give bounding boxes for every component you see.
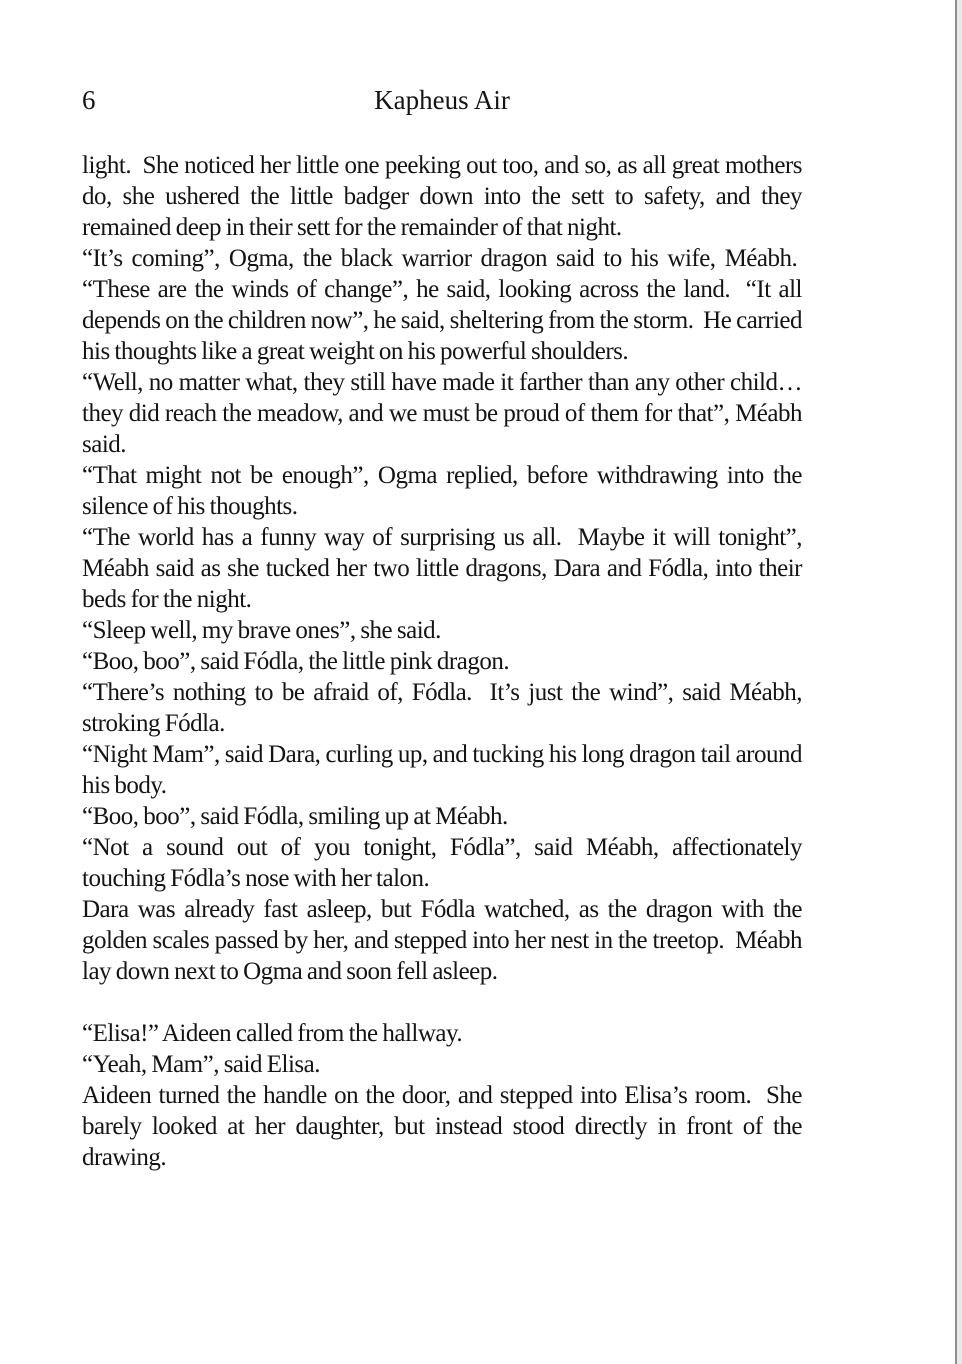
page-title: Kapheus Air — [374, 85, 510, 115]
paragraph: “Not a sound out of you tonight, Fódla”, said Méabh, affectionately touching Fódla’s nose with her talon. — [82, 834, 802, 892]
paragraph: “Well, no matter what, they still have made it farther than any other child… they did reach the meadow, and we must be proud of them for that”, Méabh said. — [82, 369, 802, 458]
text-column — [82, 85, 802, 1173]
page-header — [82, 85, 802, 116]
story-section-2 — [82, 1018, 802, 1173]
paragraph: Dara was already fast asleep, but Fódla watched, as the dragon with the golden scales passed by her, and stepped into her nest in the treetop. Méabh lay down next to Ogma and soon fell asleep. — [82, 896, 802, 985]
paragraph: “There’s nothing to be afraid of, Fódla. It’s just the wind”, said Méabh, stroking Fódla. — [82, 679, 802, 737]
paragraph: “The world has a funny way of surprising us all. Maybe it will tonight”, Méabh said as she tucked her two little dragons, Dara and Fódla, into their beds for the night. — [82, 524, 802, 613]
story-text — [82, 150, 802, 1173]
paragraph: “Boo, boo”, said Fódla, smiling up at Méabh. — [82, 803, 508, 830]
paragraph: light. She noticed her little one peeking out too, and so, as all great mothers do, she ushered the little badger down into the sett to safety, and they remained deep in their sett for the remainder of that night. — [82, 152, 802, 241]
story-section-1 — [82, 150, 802, 987]
paragraph: “It’s coming”, Ogma, the black warrior dragon said to his wife, Méabh. “These are the winds of change”, he said, looking across the land. “It all depends on the children now”, he said, sheltering from the storm. He carried his thoughts like a great weight on his powerful shoulders. — [82, 245, 802, 365]
paragraph: “Boo, boo”, said Fódla, the little pink dragon. — [82, 648, 510, 675]
paragraph: “Yeah, Mam”, said Elisa. — [82, 1051, 320, 1078]
scrollbar-track[interactable] — [955, 0, 962, 1364]
paragraph: “That might not be enough”, Ogma replied, before withdrawing into the silence of his thoughts. — [82, 462, 802, 520]
page-number: 6 — [82, 85, 96, 115]
paragraph: “Sleep well, my brave ones”, she said. — [82, 617, 441, 644]
paragraph: “Night Mam”, said Dara, curling up, and tucking his long dragon tail around his body. — [82, 741, 802, 799]
paragraph: “Elisa!” Aideen called from the hallway. — [82, 1020, 463, 1047]
paragraph: Aideen turned the handle on the door, and stepped into Elisa’s room. She barely looked at her daughter, but instead stood directly in front of the drawing. — [82, 1082, 802, 1171]
